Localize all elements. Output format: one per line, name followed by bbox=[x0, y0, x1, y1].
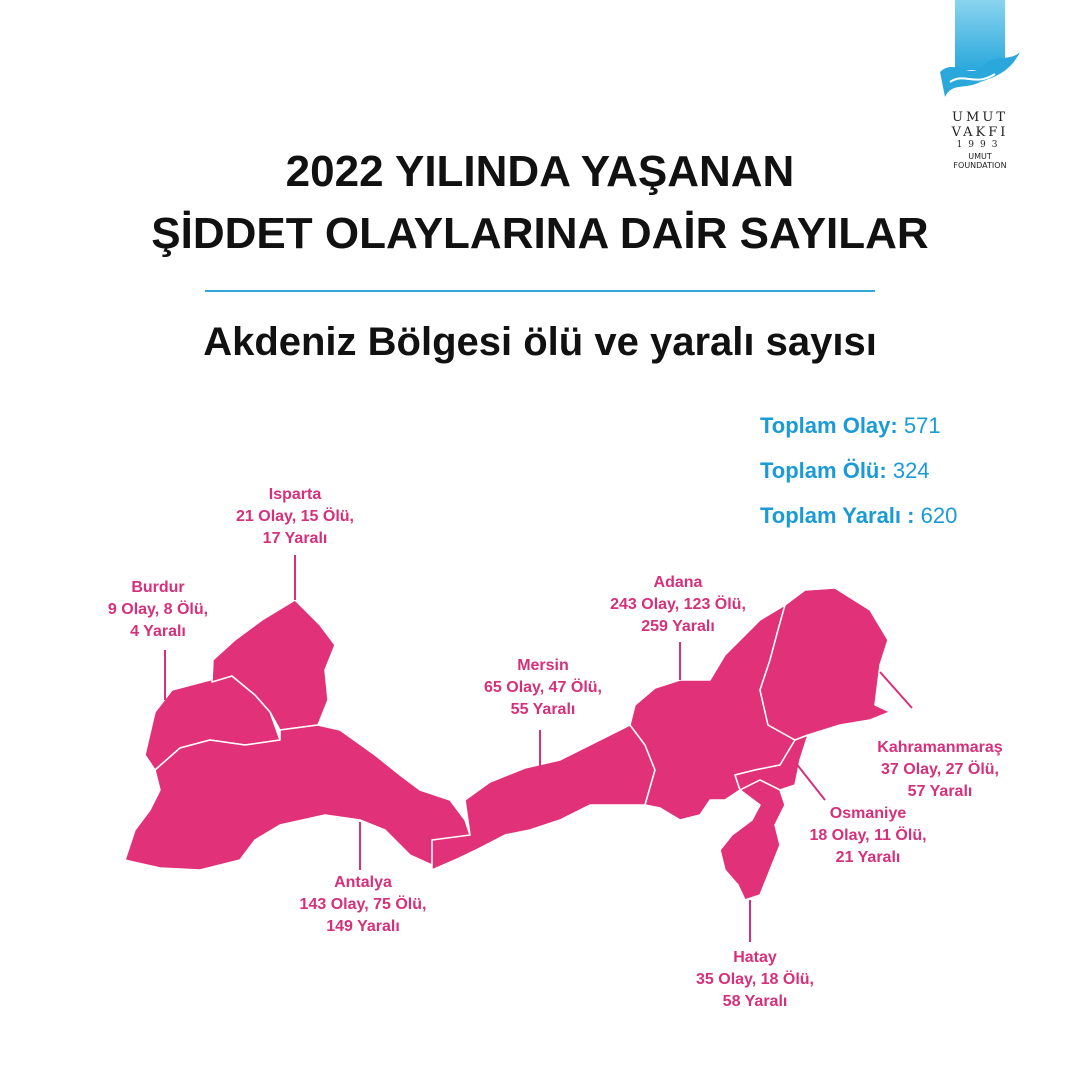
kahramanmaras-leader-line bbox=[880, 672, 912, 708]
label-isparta-line2: 17 Yaralı bbox=[262, 530, 328, 547]
label-osmaniye bbox=[768, 803, 968, 869]
label-hatay-line2: 58 Yaralı bbox=[722, 993, 788, 1010]
label-kahramanmaras bbox=[830, 737, 1050, 803]
label-mersin-line1: 65 Olay, 47 Ölü, bbox=[484, 679, 602, 696]
label-isparta-line1: 21 Olay, 15 Ölü, bbox=[236, 508, 354, 525]
label-osmaniye-line1: 18 Olay, 11 Ölü, bbox=[809, 827, 927, 844]
label-osmaniye-name: Osmaniye bbox=[829, 805, 907, 822]
province-mersin bbox=[432, 725, 655, 870]
label-osmaniye-line2: 21 Yaralı bbox=[835, 849, 901, 866]
osmaniye-leader-line bbox=[795, 762, 825, 800]
label-antalya-line1: 143 Olay, 75 Ölü, bbox=[299, 896, 427, 913]
total-olay-value: 571 bbox=[903, 413, 941, 438]
logo-text-umut-small: UMUT bbox=[968, 152, 992, 161]
label-isparta-name: Isparta bbox=[268, 486, 322, 503]
label-adana bbox=[578, 572, 778, 638]
page-title-line2: ŞİDDET OLAYLARINA DAİR SAYILAR bbox=[151, 209, 929, 258]
label-mersin-line2: 55 Yaralı bbox=[510, 701, 576, 718]
label-kahramanmaras-line1: 37 Olay, 27 Ölü, bbox=[881, 761, 999, 778]
label-burdur bbox=[58, 577, 258, 643]
total-olu-label: Toplam Ölü: bbox=[760, 458, 887, 483]
total-yarali-value: 620 bbox=[920, 503, 958, 528]
label-burdur-line2: 4 Yaralı bbox=[130, 623, 186, 640]
total-olay-label: Toplam Olay: bbox=[760, 413, 898, 438]
page-subtitle: Akdeniz Bölgesi ölü ve yaralı sayısı bbox=[203, 320, 877, 364]
total-olu-value: 324 bbox=[892, 458, 930, 483]
logo-text-umut: UMUT bbox=[952, 110, 1008, 125]
label-mersin-name: Mersin bbox=[517, 657, 569, 674]
logo-text-foundation-word: FOUNDATION bbox=[953, 161, 1007, 170]
page-title-line1: 2022 YILINDA YAŞANAN bbox=[285, 147, 795, 196]
label-mersin bbox=[443, 655, 643, 721]
label-burdur-name: Burdur bbox=[131, 579, 185, 596]
label-adana-line2: 259 Yaralı bbox=[641, 618, 715, 635]
label-adana-line1: 243 Olay, 123 Ölü, bbox=[610, 596, 746, 613]
label-hatay-line1: 35 Olay, 18 Ölü, bbox=[696, 971, 814, 988]
total-yarali-label: Toplam Yaralı : bbox=[760, 503, 915, 528]
label-adana-name: Adana bbox=[653, 574, 703, 591]
label-antalya-name: Antalya bbox=[334, 874, 392, 891]
label-kahramanmaras-line2: 57 Yaralı bbox=[907, 783, 973, 800]
label-hatay bbox=[655, 947, 855, 1013]
label-hatay-name: Hatay bbox=[733, 949, 777, 966]
logo-text-vakfi: VAKFI bbox=[951, 125, 1009, 140]
label-antalya bbox=[263, 872, 463, 938]
label-kahramanmaras-name: Kahramanmaraş bbox=[877, 739, 1003, 756]
logo-text-year: 1993 bbox=[956, 140, 1004, 150]
label-isparta bbox=[195, 484, 395, 550]
label-antalya-line2: 149 Yaralı bbox=[326, 918, 400, 935]
label-burdur-line1: 9 Olay, 8 Ölü, bbox=[107, 601, 209, 618]
